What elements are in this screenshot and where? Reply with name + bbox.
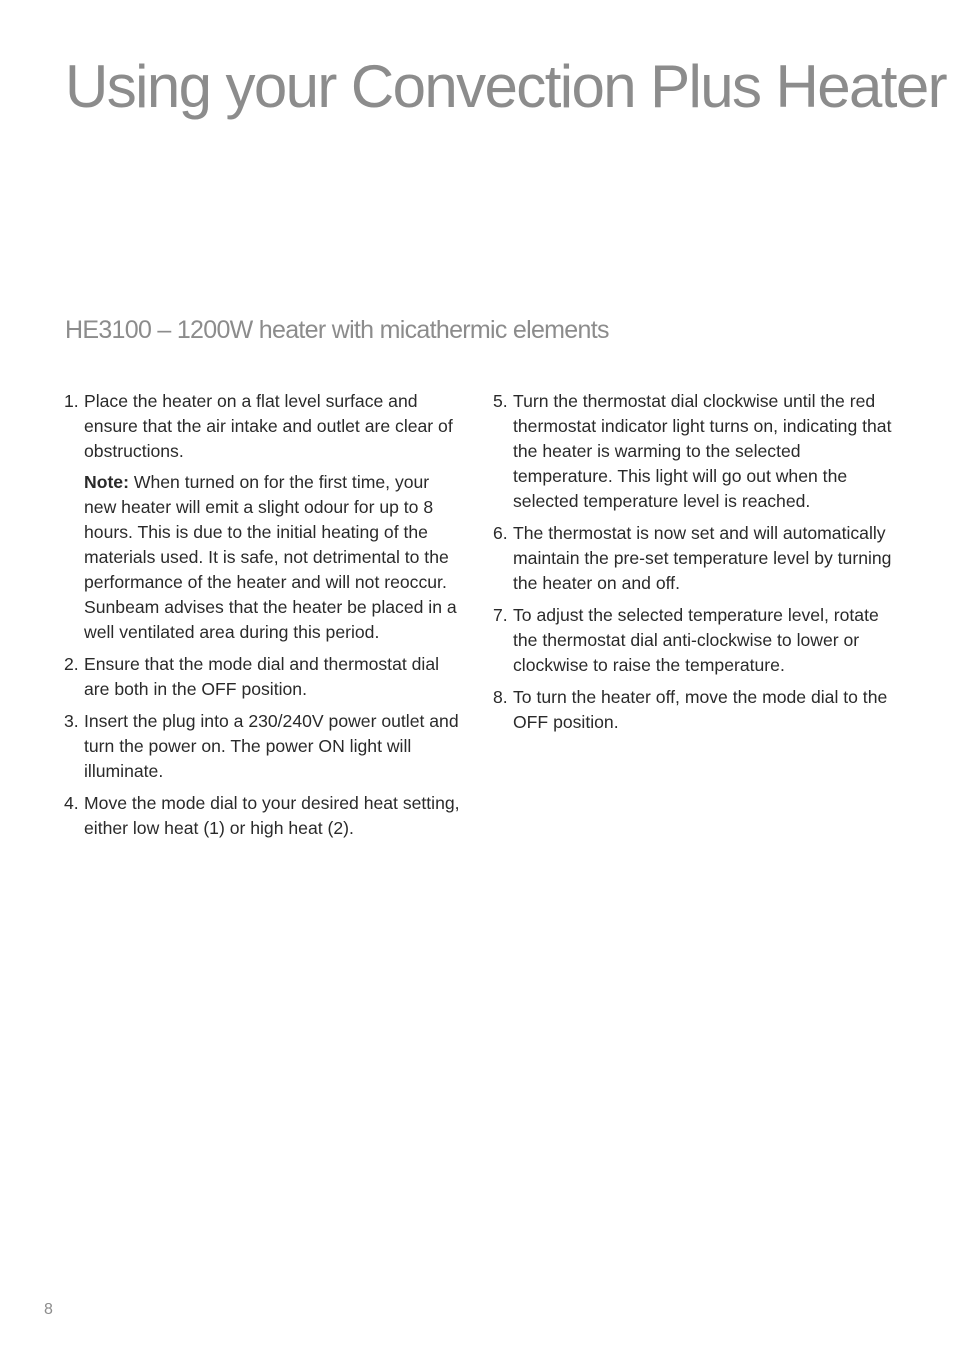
step-7 <box>493 603 893 678</box>
step-2 <box>64 652 464 702</box>
step-number: 7. <box>493 605 508 625</box>
step-note <box>84 470 464 645</box>
step-4 <box>64 791 464 841</box>
step-text: Move the mode dial to your desired heat setting, either low heat (1) or high heat (2). <box>84 793 460 838</box>
instructions-column-left <box>64 389 464 848</box>
step-number: 4. <box>64 793 79 813</box>
note-text: When turned on for the first time, your new heater will emit a slight odour for up to 8 hours. This is due to the initial heating of the materials used. It is safe, not detrimental to the performance of the heater and will not reoccur. Sunbeam advises that the heater be placed in a well ventilated area during this period. <box>84 472 457 642</box>
step-8 <box>493 685 893 735</box>
step-number: 5. <box>493 391 508 411</box>
step-6 <box>493 521 893 596</box>
page-number: 8 <box>44 1301 53 1318</box>
step-text: Insert the plug into a 230/240V power outlet and turn the power on. The power ON light will illuminate. <box>84 711 459 781</box>
step-number: 2. <box>64 654 79 674</box>
step-number: 1. <box>64 391 79 411</box>
step-text: Ensure that the mode dial and thermostat dial are both in the OFF position. <box>84 654 440 699</box>
step-3 <box>64 709 464 784</box>
step-text: Turn the thermostat dial clockwise until the red thermostat indicator light turns on, indicating that the heater is warming to the selected temperature. This light will go out when the selected temperature level is reached. <box>513 391 892 511</box>
step-text: To turn the heater off, move the mode dial to the OFF position. <box>513 687 888 732</box>
page-title: Using your Convection Plus Heater <box>65 53 946 120</box>
instructions-column-right <box>493 389 893 742</box>
step-text: To adjust the selected temperature level, rotate the thermostat dial anti-clockwise to lower or clockwise to raise the temperature. <box>513 605 879 675</box>
step-number: 6. <box>493 523 508 543</box>
note-label: Note: <box>84 472 129 492</box>
step-number: 3. <box>64 711 79 731</box>
section-heading: HE3100 – 1200W heater with micathermic elements <box>65 316 609 344</box>
step-1 <box>64 389 464 645</box>
step-text: The thermostat is now set and will automatically maintain the pre-set temperature level by turning the heater on and off. <box>513 523 892 593</box>
step-text: Place the heater on a flat level surface and ensure that the air intake and outlet are clear of obstructions. <box>84 391 453 461</box>
step-5 <box>493 389 893 514</box>
step-number: 8. <box>493 687 508 707</box>
